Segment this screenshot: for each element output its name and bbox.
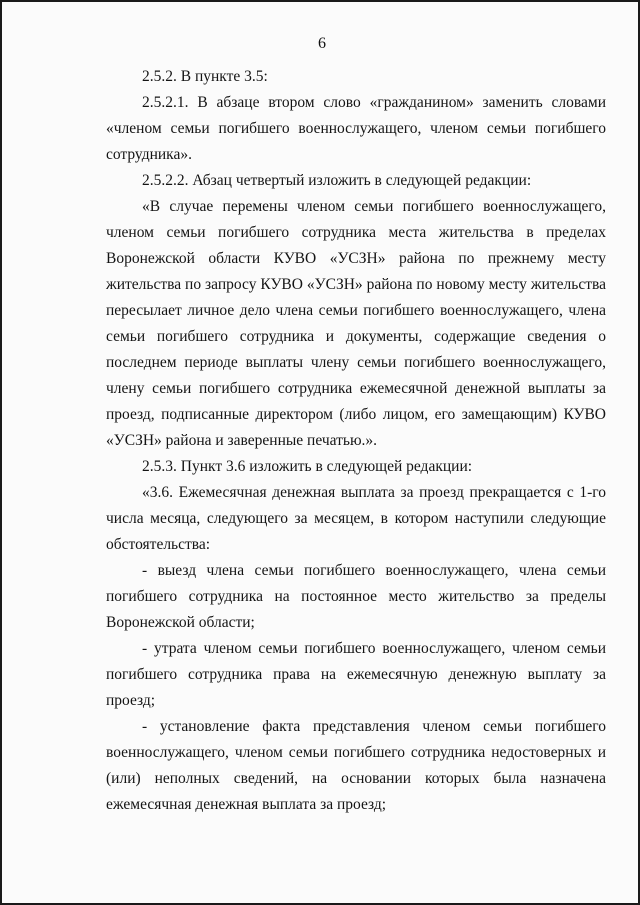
paragraph-3-6: «3.6. Ежемесячная денежная выплата за проезд прекращается с 1-го числа месяца, следующего за месяцем, в котором наступили следующие обстоятельства: [106,484,606,553]
paragraph-2-5-2-2: 2.5.2.2. Абзац четвертый изложить в следующей редакции: [142,172,532,189]
paragraph-2-5-2-1: 2.5.2.1. В абзаце втором слово «гражданином» заменить словами «членом семьи погибшего военнослужащего, членом семьи погибшего сотрудника». [106,94,606,163]
list-item-loss-of-right: - утрата членом семьи погибшего военнослужащего, членом семьи погибшего сотрудника права на ежемесячную денежную выплату за проезд; [106,640,606,709]
document-body [106,64,606,818]
page-number: 6 [318,35,326,52]
paragraph-2-5-2: 2.5.2. В пункте 3.5: [142,68,268,85]
paragraph-2-5-3: 2.5.3. Пункт 3.6 изложить в следующей редакции: [142,458,473,475]
list-item-relocation: - выезд члена семьи погибшего военнослужащего, члена семьи погибшего сотрудника на постоянное место жительство за пределы Воронежской области; [106,562,606,631]
paragraph-quoted-relocation: «В случае перемены членом семьи погибшего военнослужащего, членом семьи погибшего сотрудника места жительства в пределах Воронежской области КУВО «УСЗН» района по прежнему месту жительства по запросу КУВО «УСЗН» района по новому месту жительства пересылает личное дело члена семьи погибшего военнослужащего, члена семьи погибшего сотрудника и документы, содержащие сведения о последнем периоде выплаты члену семьи погибшего военнослужащего, члену семьи погибшего сотрудника ежемесячной денежной выплаты за проезд, подписанные директором (либо лицом, его замещающим) КУВО «УСЗН» района и заверенные печатью.». [106,198,606,449]
list-item-false-information: - установление факта представления членом семьи погибшего военнослужащего, членом семьи погибшего сотрудника недостоверных и (или) неполных сведений, на основании которых была назначена ежемесячная денежная выплата за проезд; [106,718,606,813]
